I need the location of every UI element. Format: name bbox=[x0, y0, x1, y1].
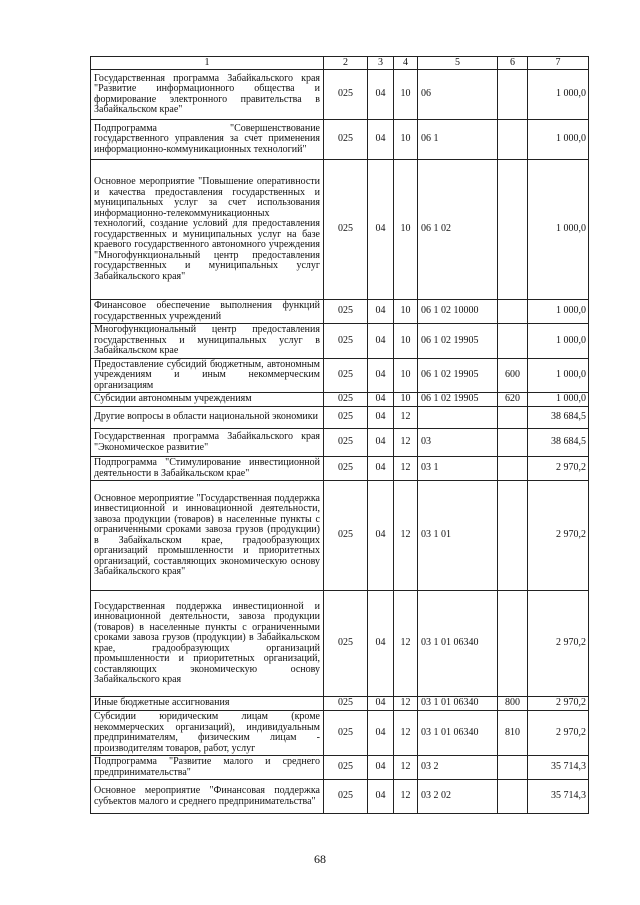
code-expense-type-cell: 810 bbox=[498, 711, 528, 756]
code-expense-type-cell bbox=[498, 591, 528, 697]
amount-cell: 2 970,2 bbox=[528, 457, 589, 481]
code-expense-type-cell bbox=[498, 120, 528, 160]
code-section-cell: 04 bbox=[368, 407, 394, 429]
code-target-cell: 06 1 bbox=[418, 120, 498, 160]
code-subsection-cell: 10 bbox=[394, 300, 418, 324]
row-name-cell: Иные бюджетные ассигнования bbox=[91, 697, 324, 711]
column-header: 7 bbox=[528, 57, 589, 70]
code-column-2-cell: 025 bbox=[324, 711, 368, 756]
table-row bbox=[91, 429, 589, 457]
amount-cell: 1 000,0 bbox=[528, 358, 589, 393]
code-subsection-cell: 10 bbox=[394, 358, 418, 393]
row-name-cell: Основное мероприятие "Повышение оперативности и качества предоставления государственных и муниципальных услуг за счет использования информационно-телекоммуникационных технологий, создание условий для предоставления государственных и муниципальных услуг на базе краевого государственного автономного учреждения "Многофункциональный центр предоставления государственных и муниципальных услуг Забайкальского края" bbox=[91, 160, 324, 300]
code-section-cell: 04 bbox=[368, 120, 394, 160]
code-target-cell: 06 1 02 19905 bbox=[418, 358, 498, 393]
amount-cell: 35 714,3 bbox=[528, 756, 589, 780]
table-row bbox=[91, 300, 589, 324]
code-subsection-cell: 10 bbox=[394, 70, 418, 120]
code-expense-type-cell bbox=[498, 300, 528, 324]
code-expense-type-cell bbox=[498, 780, 528, 814]
code-section-cell: 04 bbox=[368, 324, 394, 359]
code-section-cell: 04 bbox=[368, 591, 394, 697]
code-column-2-cell: 025 bbox=[324, 697, 368, 711]
amount-cell: 2 970,2 bbox=[528, 591, 589, 697]
code-section-cell: 04 bbox=[368, 300, 394, 324]
row-name-cell: Многофункциональный центр предоставления государственных и муниципальных услуг в Забайкальском крае bbox=[91, 324, 324, 359]
code-expense-type-cell bbox=[498, 429, 528, 457]
amount-cell: 1 000,0 bbox=[528, 324, 589, 359]
code-subsection-cell: 12 bbox=[394, 591, 418, 697]
row-name-cell: Государственная поддержка инвестиционной и инновационной деятельности, завоза продукции (товаров) в населенные пункты с ограниченными сроками завоза грузов (продукции) в Забайкальском крае, градообразующих организаций промышленности и приоритетных организаций, составляющих экономическую основу Забайкальского края bbox=[91, 591, 324, 697]
row-name-cell: Предоставление субсидий бюджетным, автономным учреждениям и иным некоммерческим организациям bbox=[91, 358, 324, 393]
code-column-2-cell: 025 bbox=[324, 300, 368, 324]
code-section-cell: 04 bbox=[368, 756, 394, 780]
code-section-cell: 04 bbox=[368, 481, 394, 591]
code-subsection-cell: 12 bbox=[394, 457, 418, 481]
code-column-2-cell: 025 bbox=[324, 324, 368, 359]
code-target-cell: 06 1 02 19905 bbox=[418, 393, 498, 407]
column-header: 6 bbox=[498, 57, 528, 70]
code-section-cell: 04 bbox=[368, 358, 394, 393]
code-column-2-cell: 025 bbox=[324, 756, 368, 780]
row-name-cell: Подпрограмма "Совершенствование государственного управления за счет применения информационно-коммуникационных технологий" bbox=[91, 120, 324, 160]
amount-cell: 38 684,5 bbox=[528, 429, 589, 457]
code-column-2-cell: 025 bbox=[324, 780, 368, 814]
amount-cell: 35 714,3 bbox=[528, 780, 589, 814]
code-target-cell: 03 1 01 bbox=[418, 481, 498, 591]
page-number: 68 bbox=[314, 852, 326, 866]
code-column-2-cell: 025 bbox=[324, 358, 368, 393]
code-target-cell: 03 1 01 06340 bbox=[418, 697, 498, 711]
amount-cell: 2 970,2 bbox=[528, 481, 589, 591]
code-section-cell: 04 bbox=[368, 393, 394, 407]
code-subsection-cell: 12 bbox=[394, 711, 418, 756]
row-name-cell: Подпрограмма "Развитие малого и среднего предпринимательства" bbox=[91, 756, 324, 780]
code-expense-type-cell bbox=[498, 324, 528, 359]
code-column-2-cell: 025 bbox=[324, 591, 368, 697]
column-header: 1 bbox=[91, 57, 324, 70]
header-row bbox=[91, 57, 589, 70]
code-column-2-cell: 025 bbox=[324, 70, 368, 120]
table-row bbox=[91, 160, 589, 300]
code-target-cell: 06 bbox=[418, 70, 498, 120]
code-expense-type-cell bbox=[498, 457, 528, 481]
amount-cell: 1 000,0 bbox=[528, 120, 589, 160]
code-subsection-cell: 12 bbox=[394, 407, 418, 429]
code-section-cell: 04 bbox=[368, 697, 394, 711]
code-expense-type-cell bbox=[498, 407, 528, 429]
code-section-cell: 04 bbox=[368, 160, 394, 300]
budget-table bbox=[90, 56, 589, 814]
code-subsection-cell: 12 bbox=[394, 429, 418, 457]
row-name-cell: Основное мероприятие "Государственная поддержка инвестиционной и инновационной деятельности, завоза продукции (товаров) в населенные пункты с ограниченными сроками завоза грузов (продукции) в Забайкальском крае, градообразующих организаций промышленности и приоритетных организаций, составляющих экономическую основу Забайкальского края" bbox=[91, 481, 324, 591]
row-name-cell: Субсидии юридическим лицам (кроме некоммерческих организаций), индивидуальным предпринимателям, физическим лицам - производителям товаров, работ, услуг bbox=[91, 711, 324, 756]
code-target-cell: 03 1 01 06340 bbox=[418, 711, 498, 756]
code-subsection-cell: 10 bbox=[394, 120, 418, 160]
code-column-2-cell: 025 bbox=[324, 407, 368, 429]
code-target-cell: 06 1 02 bbox=[418, 160, 498, 300]
table-row bbox=[91, 358, 589, 393]
code-expense-type-cell: 800 bbox=[498, 697, 528, 711]
code-target-cell: 03 bbox=[418, 429, 498, 457]
code-subsection-cell: 10 bbox=[394, 393, 418, 407]
code-expense-type-cell: 620 bbox=[498, 393, 528, 407]
table-row bbox=[91, 393, 589, 407]
table-row bbox=[91, 591, 589, 697]
row-name-cell: Государственная программа Забайкальского края "Развитие информационного общества и формирование электронного правительства в Забайкальском крае" bbox=[91, 70, 324, 120]
code-expense-type-cell: 600 bbox=[498, 358, 528, 393]
column-header: 4 bbox=[394, 57, 418, 70]
code-column-2-cell: 025 bbox=[324, 160, 368, 300]
code-subsection-cell: 12 bbox=[394, 697, 418, 711]
row-name-cell: Подпрограмма "Стимулирование инвестиционной деятельности в Забайкальском крае" bbox=[91, 457, 324, 481]
row-name-cell: Субсидии автономным учреждениям bbox=[91, 393, 324, 407]
amount-cell: 1 000,0 bbox=[528, 70, 589, 120]
amount-cell: 1 000,0 bbox=[528, 393, 589, 407]
code-section-cell: 04 bbox=[368, 457, 394, 481]
code-column-2-cell: 025 bbox=[324, 429, 368, 457]
row-name-cell: Основное мероприятие "Финансовая поддержка субъектов малого и среднего предпринимательства" bbox=[91, 780, 324, 814]
table-row bbox=[91, 711, 589, 756]
code-subsection-cell: 12 bbox=[394, 481, 418, 591]
code-target-cell: 03 2 bbox=[418, 756, 498, 780]
code-target-cell: 03 2 02 bbox=[418, 780, 498, 814]
row-name-cell: Государственная программа Забайкальского края "Экономическое развитие" bbox=[91, 429, 324, 457]
code-expense-type-cell bbox=[498, 70, 528, 120]
code-expense-type-cell bbox=[498, 756, 528, 780]
code-target-cell: 03 1 01 06340 bbox=[418, 591, 498, 697]
row-name-cell: Другие вопросы в области национальной экономики bbox=[91, 407, 324, 429]
code-section-cell: 04 bbox=[368, 711, 394, 756]
code-target-cell: 03 1 bbox=[418, 457, 498, 481]
code-column-2-cell: 025 bbox=[324, 457, 368, 481]
code-section-cell: 04 bbox=[368, 429, 394, 457]
table-row bbox=[91, 457, 589, 481]
row-name-cell: Финансовое обеспечение выполнения функций государственных учреждений bbox=[91, 300, 324, 324]
code-subsection-cell: 12 bbox=[394, 756, 418, 780]
code-subsection-cell: 12 bbox=[394, 780, 418, 814]
column-header: 2 bbox=[324, 57, 368, 70]
code-target-cell: 06 1 02 10000 bbox=[418, 300, 498, 324]
table-row bbox=[91, 407, 589, 429]
table-row bbox=[91, 697, 589, 711]
amount-cell: 1 000,0 bbox=[528, 300, 589, 324]
code-target-cell bbox=[418, 407, 498, 429]
amount-cell: 2 970,2 bbox=[528, 697, 589, 711]
amount-cell: 2 970,2 bbox=[528, 711, 589, 756]
code-subsection-cell: 10 bbox=[394, 160, 418, 300]
column-header: 5 bbox=[418, 57, 498, 70]
table-row bbox=[91, 481, 589, 591]
column-header: 3 bbox=[368, 57, 394, 70]
code-target-cell: 06 1 02 19905 bbox=[418, 324, 498, 359]
code-section-cell: 04 bbox=[368, 780, 394, 814]
table-row bbox=[91, 120, 589, 160]
code-section-cell: 04 bbox=[368, 70, 394, 120]
amount-cell: 1 000,0 bbox=[528, 160, 589, 300]
amount-cell: 38 684,5 bbox=[528, 407, 589, 429]
code-column-2-cell: 025 bbox=[324, 393, 368, 407]
code-column-2-cell: 025 bbox=[324, 120, 368, 160]
code-subsection-cell: 10 bbox=[394, 324, 418, 359]
code-expense-type-cell bbox=[498, 481, 528, 591]
code-column-2-cell: 025 bbox=[324, 481, 368, 591]
code-expense-type-cell bbox=[498, 160, 528, 300]
table-row bbox=[91, 324, 589, 359]
table-row bbox=[91, 780, 589, 814]
table-row bbox=[91, 756, 589, 780]
table-row bbox=[91, 70, 589, 120]
table-body bbox=[91, 70, 589, 814]
